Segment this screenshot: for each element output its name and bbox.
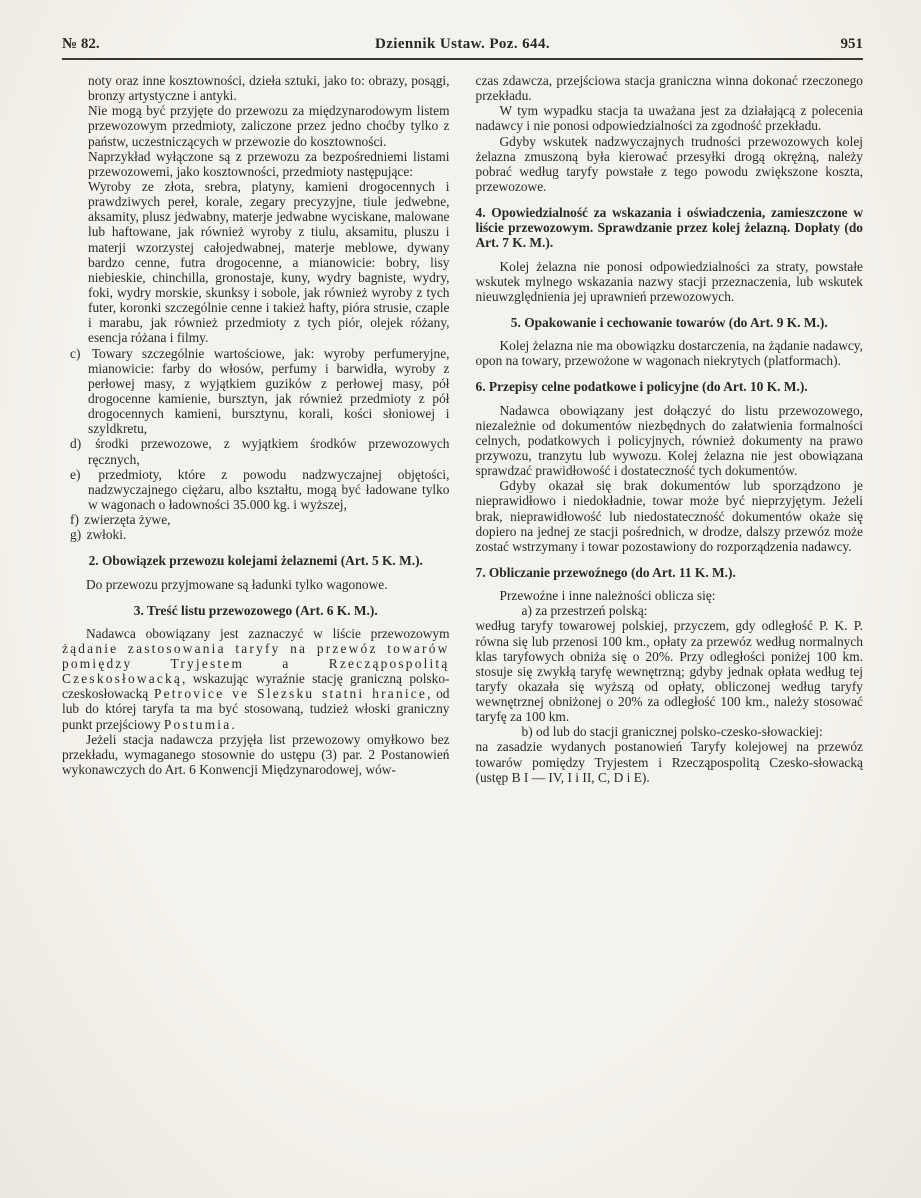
text-run: przedmioty, które z powodu nadzwyczajnej objętości, nadzwyczajnego ciężaru, albo kształtu, mogą być ładowane tylko w wagonach o ładowności 35.000 kg. i wyższej, bbox=[88, 466, 450, 512]
text-run: . bbox=[231, 716, 235, 732]
right-column bbox=[476, 73, 864, 785]
list-marker: e) bbox=[70, 466, 97, 482]
text-run: , wskazując wyraźnie stację graniczną polsko-czeskosłowacką bbox=[62, 671, 450, 702]
list-marker: g) bbox=[70, 527, 85, 543]
paragraph bbox=[62, 149, 450, 179]
text-run: Kolej żelazna nie ponosi odpowiedzialności za straty, powstałe wskutek mylnego wskazania nazwy stacji przeznaczenia, lub wskutek nieuwzględnienia jej uprawnień przewozowych. bbox=[475, 258, 863, 304]
paragraph bbox=[476, 103, 864, 133]
paragraph bbox=[476, 618, 864, 724]
text-run: Do przewozu przyjmowane są ładunki tylko wagonowe. bbox=[86, 576, 388, 592]
text-run: Przewoźne i inne należności oblicza się: bbox=[499, 588, 716, 604]
section-heading bbox=[68, 603, 444, 618]
paragraph bbox=[476, 739, 864, 784]
list-marker: f) bbox=[70, 512, 83, 528]
text-run: zwłoki. bbox=[86, 527, 127, 543]
list-item bbox=[62, 527, 450, 542]
text-run: noty oraz inne kosztowności, dzieła sztuki, jako to: obrazy, posągi, bronzy artystyczne i antyki. bbox=[88, 73, 450, 104]
text-run: Naprzykład wyłączone są z przewozu za bezpośredniemi listami przewozowemi, jako kosztowności, przedmioty następujące: bbox=[88, 148, 450, 179]
left-column bbox=[62, 73, 450, 785]
text-run: a) za przestrzeń polską: bbox=[521, 603, 648, 619]
paragraph bbox=[62, 73, 450, 103]
issue-number: № 82. bbox=[62, 36, 100, 52]
list-item bbox=[62, 346, 450, 437]
paragraph bbox=[62, 626, 450, 732]
list-marker: c) bbox=[70, 345, 90, 361]
text-run: 7. Obliczanie przewoźnego (do Art. 11 K. M.). bbox=[475, 564, 736, 580]
two-column-body bbox=[62, 73, 863, 785]
text-run: według taryfy towarowej polskiej, przyczem, gdy odległość P. K. P. równa się lub przenosi 100 km., opłaty za przewóz według normalnych klas taryfowych obniża się o 20%. Przy odległości poniżej 100 km. stosuje się zwykłą taryfę wewnętrzną; gdyby jednak opłata według tej taryfy okazała się wyższą od opłaty, obliczonej według taryfy wewnętrznej obniżonej o 20% za odległość 100 km., należy stosować taryfę za 100 km. bbox=[475, 618, 863, 725]
text-run: Towary szczególnie wartościowe, jak: wyroby perfumeryjne, mianowicie: farby do włosów, perfumy i barwidła, wyroby z perłowej masy, z wyjątkiem guzików z perłowej masy, pół drogocenne kamienie, bursztyn, jak również przedmioty z pół drogocennych kamieni, bursztynu, korali, kości słoniowej i szyldkretu, bbox=[88, 345, 450, 437]
journal-title: Dziennik Ustaw. Poz. 644. bbox=[375, 36, 550, 52]
list-item bbox=[62, 436, 450, 466]
letterspaced-text: Petrovice ve Slezsku statni hranice bbox=[153, 686, 428, 702]
paragraph bbox=[62, 179, 450, 346]
section-heading bbox=[476, 565, 864, 580]
text-run: 5. Opakowanie i cechowanie towarów (do Art. 9 K. M.). bbox=[510, 314, 828, 330]
section-heading bbox=[482, 315, 858, 330]
page-header bbox=[62, 36, 863, 60]
paragraph bbox=[62, 103, 450, 148]
text-run: W tym wypadku stacja ta uważana jest za działającą z polecenia nadawcy i nie ponosi odpowiedzialności za zgodność przekładu. bbox=[475, 103, 863, 134]
paragraph bbox=[62, 577, 450, 592]
paragraph bbox=[476, 259, 864, 304]
paragraph bbox=[476, 724, 864, 739]
text-run: czas zdawcza, przejściowa stacja graniczna winna dokonać rzeczonego przekładu. bbox=[475, 73, 863, 104]
text-run: środki przewozowe, z wyjątkiem środków przewozowych ręcznych, bbox=[88, 436, 450, 467]
section-heading bbox=[476, 205, 864, 250]
list-item bbox=[62, 512, 450, 527]
paragraph bbox=[476, 588, 864, 603]
paragraph bbox=[476, 73, 864, 103]
text-run: 2. Obowiązek przewozu kolejami żelaznemi (Art. 5 K. M.). bbox=[88, 553, 423, 569]
letterspaced-text: Postumia bbox=[163, 716, 232, 732]
text-run: Gdyby wskutek nadzwyczajnych trudności przewozowych kolej żelazna zmuszoną była kierować przesyłki drogą okrężną, należy pobrać według taryfy powstałe z tego powodu zwiększone koszta, przewozowe. bbox=[475, 133, 863, 194]
text-run: Jeżeli stacja nadawcza przyjęła list przewozowy omyłkowo bez przekładu, wymaganego stosownie do ustępu (3) par. 2 Postanowień wykonawczych do Art. 6 Konwencji Międzynarodowej, wów- bbox=[62, 731, 450, 778]
text-run: Nadawca obowiązany jest zaznaczyć w liście przewozowym bbox=[86, 625, 450, 641]
text-run: na zasadzie wydanych postanowień Taryfy kolejowej na przewóz towarów pomiędzy Tryjestem i Rzecząpospolitą Czesko-słowacką (ustęp B I — IV, I i II, C, D i E). bbox=[475, 739, 863, 785]
text-run: , od lub do której taryfa ta ma być stosowaną, tudzież włoski graniczny punkt przejściowy bbox=[62, 686, 450, 732]
text-run: b) od lub do stacji granicznej polsko-czesko-słowackiej: bbox=[521, 724, 823, 740]
paragraph bbox=[476, 338, 864, 368]
page-number: 951 bbox=[840, 36, 863, 52]
paragraph bbox=[476, 134, 864, 195]
list-item bbox=[62, 467, 450, 512]
text-run: Gdyby okazał się brak dokumentów lub sporządzono je nieprawidłowo i niedokładnie, towar może być nieprzyjętym. Jeżeli brak, nieprawidłowość lub niedostateczność dokumentów okaże się dopiero na jednej ze stacji pośrednich, w drodze, dalszy przewóz może zostać wstrzymany i towar pozostawiony do rozporządzenia nadawcy. bbox=[475, 478, 863, 554]
letterspaced-text: żądanie zastosowania taryfy na przewóz towarów pomiędzy Tryjestem a Rzecząpospolitą Czeskosłowacką bbox=[62, 640, 450, 687]
paragraph bbox=[476, 478, 864, 554]
text-run: Nie mogą być przyjęte do przewozu za międzynarodowym listem przewozowym przedmioty, zaliczone przez jedno choćby tylko z państw, uczestniczących w przewozie do kosztowności. bbox=[88, 103, 450, 149]
text-run: Kolej żelazna nie ma obowiązku dostarczenia, na żądanie nadawcy, opon na towary, przewożone w wagonach niekrytych (platformach). bbox=[475, 338, 863, 369]
section-heading bbox=[68, 553, 444, 568]
paragraph bbox=[476, 603, 864, 618]
text-run: Nadawca obowiązany jest dołączyć do listu przewozowego, niezależnie od dokumentów niezbędnych do załatwienia formalności celnych, podatkowych i policyjnych, również dokumenty na prawo przywozu, tranzytu lub wywozu. Kolej żelazna nie jest obowiązana sprawdzać prawidłowość i dostateczność tych dokumentów. bbox=[475, 402, 863, 479]
text-run: 4. Opowiedzialność za wskazania i oświadczenia, zamieszczone w liście przewozowym. Sprawdzanie przez kolej żelazną. Dopłaty (do Art. 7 K. M.). bbox=[475, 205, 863, 251]
section-heading bbox=[476, 379, 864, 394]
text-run: 3. Treść listu przewozowego (Art. 6 K. M.). bbox=[133, 602, 378, 618]
list-marker: d) bbox=[70, 436, 94, 452]
text-run: Wyroby ze złota, srebra, platyny, kamieni drogocennych i prawdziwych pereł, korale, zegary precyzyjne, tiule jedwebne, aksamity, plusz jedwabny, materje jedwabne wyciskane, malowane lub haftowane, jak również wyroby z tiulu, aksamitu, pluszu i materji wzorzystej całojedwabnej, materje meblowe, dywany bardzo cenne, futra drogocenne, a mianowicie: bobry, lisy niebieskie, chinchilla, gronostaje, kuny, wydry bagniste, wydry, foki, wydry morskie, skunksy i sobole, jak również wyroby z tych futer, koronki szczególnie cenne i takież hafty, pióra strusie, czaple i marabu, jak również przedmioty z tych piór, olejek różany, esencja różana i filmy. bbox=[88, 178, 450, 346]
paragraph bbox=[476, 403, 864, 479]
paragraph bbox=[62, 732, 450, 777]
text-run: zwierzęta żywe, bbox=[84, 512, 171, 528]
text-run: 6. Przepisy celne podatkowe i policyjne (do Art. 10 K. M.). bbox=[475, 379, 808, 395]
